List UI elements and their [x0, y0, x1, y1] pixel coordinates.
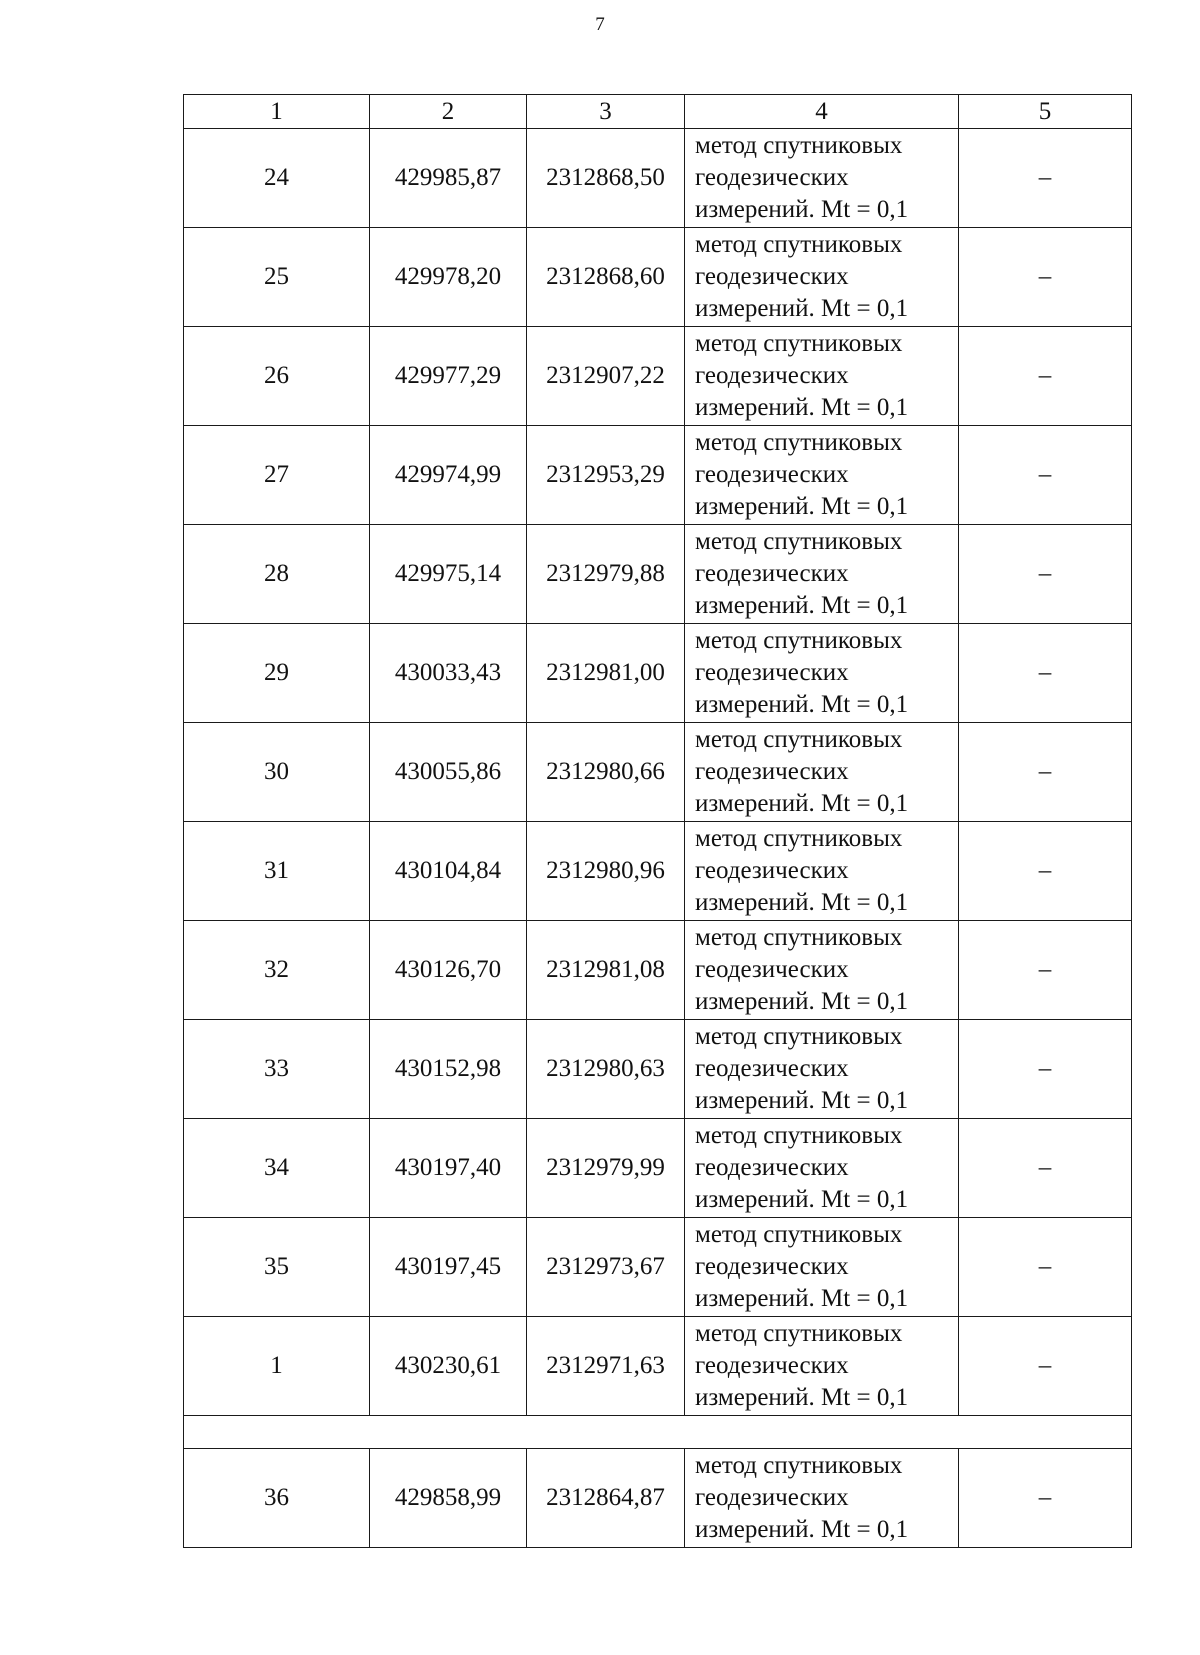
method-line: метод спутниковых: [695, 1122, 903, 1149]
y-coordinate-cell: 2312981,00: [527, 624, 685, 723]
y-coordinate-cell: 2312980,63: [527, 1020, 685, 1119]
point-number-cell: 25: [184, 228, 370, 327]
method-line: метод спутниковых: [695, 330, 903, 357]
method-cell: [685, 723, 959, 822]
y-coordinate-cell: 2312953,29: [527, 426, 685, 525]
point-number-cell: 26: [184, 327, 370, 426]
method-line: метод спутниковых: [695, 528, 903, 555]
y-coordinate-cell: 2312979,88: [527, 525, 685, 624]
method-line: метод спутниковых: [695, 231, 903, 258]
spacer-cell: [184, 1416, 1132, 1449]
method-line: измерений. Mt = 0,1: [695, 889, 909, 916]
x-coordinate-cell: 429977,29: [370, 327, 527, 426]
y-coordinate-cell: 2312864,87: [527, 1449, 685, 1548]
table-row: [184, 228, 1132, 327]
method-line: измерений. Mt = 0,1: [695, 1087, 909, 1114]
table-row: [184, 1119, 1132, 1218]
note-cell: –: [959, 129, 1132, 228]
page-number: 7: [595, 14, 605, 35]
method-cell: [685, 1020, 959, 1119]
method-line: метод спутниковых: [695, 825, 903, 852]
point-number-cell: 27: [184, 426, 370, 525]
table-row: [184, 1218, 1132, 1317]
table-row: [184, 723, 1132, 822]
method-line: геодезических: [695, 956, 849, 983]
x-coordinate-cell: 430152,98: [370, 1020, 527, 1119]
y-coordinate-cell: 2312971,63: [527, 1317, 685, 1416]
x-coordinate-cell: 430230,61: [370, 1317, 527, 1416]
point-number-cell: 28: [184, 525, 370, 624]
table-row: [184, 525, 1132, 624]
method-line: геодезических: [695, 164, 849, 191]
method-line: геодезических: [695, 1055, 849, 1082]
method-line: измерений. Mt = 0,1: [695, 295, 909, 322]
method-cell: [685, 129, 959, 228]
method-cell: [685, 1119, 959, 1218]
method-line: метод спутниковых: [695, 1023, 903, 1050]
method-line: геодезических: [695, 1253, 849, 1280]
method-line: геодезических: [695, 1352, 849, 1379]
point-number-cell: 33: [184, 1020, 370, 1119]
spacer-row: [184, 1416, 1132, 1449]
table-row: [184, 624, 1132, 723]
method-line: геодезических: [695, 659, 849, 686]
x-coordinate-cell: 429975,14: [370, 525, 527, 624]
note-cell: –: [959, 1449, 1132, 1548]
method-cell: [685, 1317, 959, 1416]
point-number-cell: 29: [184, 624, 370, 723]
table-row: [184, 1020, 1132, 1119]
y-coordinate-cell: 2312868,50: [527, 129, 685, 228]
method-line: геодезических: [695, 362, 849, 389]
method-line: геодезических: [695, 1154, 849, 1181]
method-line: измерений. Mt = 0,1: [695, 1516, 909, 1543]
note-cell: –: [959, 228, 1132, 327]
header-cell: 1: [184, 95, 370, 129]
method-cell: [685, 426, 959, 525]
method-cell: [685, 1218, 959, 1317]
point-number-cell: 34: [184, 1119, 370, 1218]
x-coordinate-cell: 430197,45: [370, 1218, 527, 1317]
method-line: измерений. Mt = 0,1: [695, 592, 909, 619]
note-cell: –: [959, 426, 1132, 525]
method-line: геодезических: [695, 263, 849, 290]
table-row: [184, 1449, 1132, 1548]
method-cell: [685, 327, 959, 426]
method-line: измерений. Mt = 0,1: [695, 1285, 909, 1312]
y-coordinate-cell: 2312981,08: [527, 921, 685, 1020]
method-line: геодезических: [695, 857, 849, 884]
method-line: измерений. Mt = 0,1: [695, 691, 909, 718]
method-line: измерений. Mt = 0,1: [695, 988, 909, 1015]
method-cell: [685, 1449, 959, 1548]
x-coordinate-cell: 430033,43: [370, 624, 527, 723]
note-cell: –: [959, 921, 1132, 1020]
method-line: геодезических: [695, 758, 849, 785]
y-coordinate-cell: 2312980,96: [527, 822, 685, 921]
method-line: измерений. Mt = 0,1: [695, 196, 909, 223]
y-coordinate-cell: 2312973,67: [527, 1218, 685, 1317]
header-cell: 4: [685, 95, 959, 129]
x-coordinate-cell: 429985,87: [370, 129, 527, 228]
method-line: метод спутниковых: [695, 132, 903, 159]
method-line: геодезических: [695, 461, 849, 488]
x-coordinate-cell: 429858,99: [370, 1449, 527, 1548]
method-line: измерений. Mt = 0,1: [695, 493, 909, 520]
method-cell: [685, 822, 959, 921]
method-line: измерений. Mt = 0,1: [695, 1186, 909, 1213]
table-body: [184, 129, 1132, 1548]
note-cell: –: [959, 1317, 1132, 1416]
point-number-cell: 30: [184, 723, 370, 822]
table-row: [184, 327, 1132, 426]
method-line: измерений. Mt = 0,1: [695, 790, 909, 817]
method-cell: [685, 921, 959, 1020]
note-cell: –: [959, 1020, 1132, 1119]
point-number-cell: 35: [184, 1218, 370, 1317]
point-number-cell: 36: [184, 1449, 370, 1548]
y-coordinate-cell: 2312907,22: [527, 327, 685, 426]
method-line: метод спутниковых: [695, 429, 903, 456]
method-line: метод спутниковых: [695, 1221, 903, 1248]
x-coordinate-cell: 430055,86: [370, 723, 527, 822]
method-line: измерений. Mt = 0,1: [695, 1384, 909, 1411]
note-cell: –: [959, 327, 1132, 426]
header-cell: 5: [959, 95, 1132, 129]
table-row: [184, 822, 1132, 921]
x-coordinate-cell: 429978,20: [370, 228, 527, 327]
x-coordinate-cell: 430104,84: [370, 822, 527, 921]
table-row: [184, 426, 1132, 525]
table-row: [184, 1317, 1132, 1416]
method-line: геодезических: [695, 1484, 849, 1511]
y-coordinate-cell: 2312979,99: [527, 1119, 685, 1218]
point-number-cell: 32: [184, 921, 370, 1020]
method-line: измерений. Mt = 0,1: [695, 394, 909, 421]
method-line: геодезических: [695, 560, 849, 587]
y-coordinate-cell: 2312980,66: [527, 723, 685, 822]
x-coordinate-cell: 429974,99: [370, 426, 527, 525]
note-cell: –: [959, 525, 1132, 624]
method-cell: [685, 228, 959, 327]
table-row: [184, 129, 1132, 228]
y-coordinate-cell: 2312868,60: [527, 228, 685, 327]
note-cell: –: [959, 624, 1132, 723]
note-cell: –: [959, 723, 1132, 822]
note-cell: –: [959, 1119, 1132, 1218]
table-header-row: [184, 95, 1132, 129]
header-cell: 3: [527, 95, 685, 129]
method-line: метод спутниковых: [695, 924, 903, 951]
point-number-cell: 24: [184, 129, 370, 228]
method-line: метод спутниковых: [695, 1452, 903, 1479]
x-coordinate-cell: 430197,40: [370, 1119, 527, 1218]
method-line: метод спутниковых: [695, 627, 903, 654]
method-cell: [685, 624, 959, 723]
table-row: [184, 921, 1132, 1020]
note-cell: –: [959, 1218, 1132, 1317]
point-number-cell: 31: [184, 822, 370, 921]
coordinates-table: [183, 94, 1132, 1548]
method-line: метод спутниковых: [695, 726, 903, 753]
method-cell: [685, 525, 959, 624]
note-cell: –: [959, 822, 1132, 921]
point-number-cell: 1: [184, 1317, 370, 1416]
header-cell: 2: [370, 95, 527, 129]
method-line: метод спутниковых: [695, 1320, 903, 1347]
x-coordinate-cell: 430126,70: [370, 921, 527, 1020]
